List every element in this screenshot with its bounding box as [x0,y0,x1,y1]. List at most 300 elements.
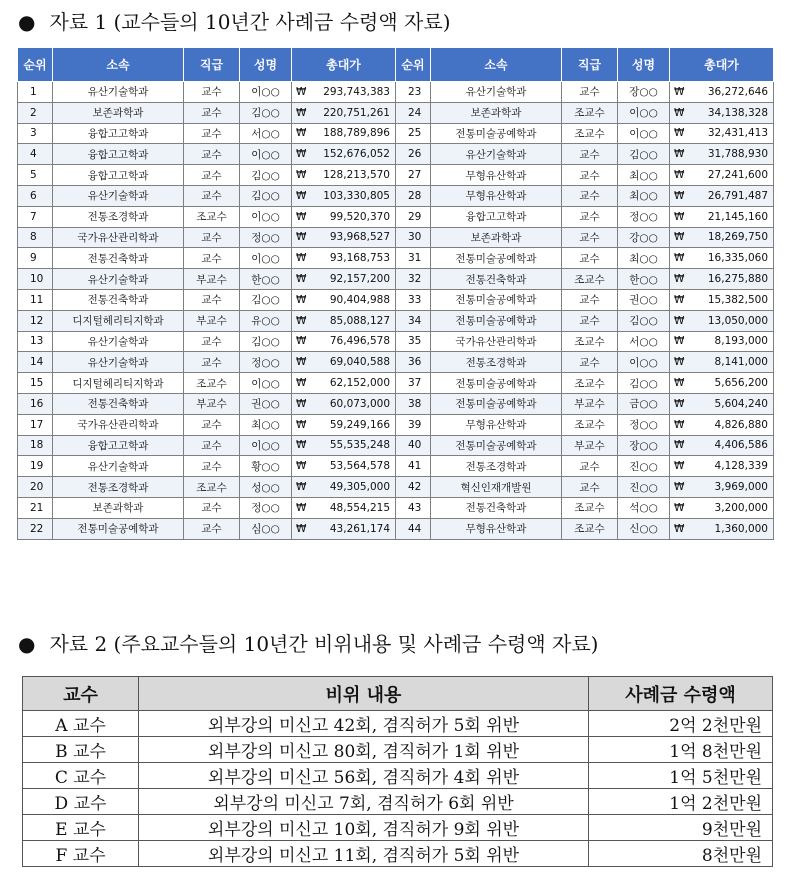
won-symbol: ₩ [296,481,307,494]
won-symbol: ₩ [296,169,307,182]
rank-cell: 37 [396,373,431,394]
position-cell: 교수 [562,456,618,477]
total-fee-cell [292,227,396,248]
position-cell: 조교수 [184,206,240,227]
department-cell: 융합고고학과 [431,206,562,227]
fee-value: 32,431,413 [707,127,768,140]
name-cell: 장○○ [618,435,670,456]
total-fee-cell [292,123,396,144]
total-fee-cell [670,165,774,186]
name-cell: 금○○ [618,393,670,414]
name-cell: 정○○ [618,206,670,227]
won-symbol: ₩ [296,397,307,410]
fee-value: 13,050,000 [707,314,768,327]
table-row [18,248,774,269]
name-cell: 유○○ [240,310,292,331]
table-row [18,414,774,435]
total-fee-cell [292,497,396,518]
position-cell: 교수 [184,414,240,435]
rank-cell: 7 [18,206,53,227]
rank-cell: 20 [18,477,53,498]
department-cell: 유산기술학과 [53,352,184,373]
department-cell: 유산기술학과 [53,331,184,352]
total-fee-cell [292,373,396,394]
position-cell: 조교수 [562,373,618,394]
won-symbol: ₩ [674,252,685,265]
name-cell: 김○○ [240,331,292,352]
rank-cell: 32 [396,269,431,290]
position-cell: 교수 [184,497,240,518]
professor-fee-table [17,47,774,540]
name-cell: 최○○ [618,248,670,269]
rank-cell: 35 [396,331,431,352]
position-cell: 조교수 [562,123,618,144]
total-fee-cell [670,435,774,456]
table-row [18,352,774,373]
rank-cell: 10 [18,269,53,290]
position-cell: 교수 [562,352,618,373]
total-fee-cell [292,518,396,539]
won-symbol: ₩ [674,397,685,410]
table-row [18,82,774,103]
department-cell: 보존과학과 [431,102,562,123]
position-cell: 교수 [562,227,618,248]
name-cell: 김○○ [240,165,292,186]
position-cell: 조교수 [562,497,618,518]
total-fee-cell [292,456,396,477]
rank-cell: 21 [18,497,53,518]
won-symbol: ₩ [296,460,307,473]
department-cell: 보존과학과 [431,227,562,248]
name-cell: 정○○ [240,497,292,518]
fee-value: 43,261,174 [329,522,390,535]
won-symbol: ₩ [296,314,307,327]
table-row [18,123,774,144]
fee-value: 152,676,052 [323,148,390,161]
total-fee-cell [670,393,774,414]
rank-cell: 19 [18,456,53,477]
total-fee-cell [670,82,774,103]
total-fee-cell [292,435,396,456]
name-cell: 서○○ [240,123,292,144]
professor-cell: D 교수 [23,789,139,815]
rank-cell: 25 [396,123,431,144]
misconduct-cell: 외부강의 미신고 10회, 겸직허가 9회 위반 [139,815,589,841]
won-symbol: ₩ [674,189,685,202]
department-cell: 융합고고학과 [53,165,184,186]
fee-amount-cell: 1억 2천만원 [589,789,773,815]
position-cell: 교수 [184,456,240,477]
position-cell: 교수 [184,435,240,456]
fee-value: 4,128,339 [714,460,768,473]
rank-cell: 40 [396,435,431,456]
rank-cell: 2 [18,102,53,123]
fee-value: 60,073,000 [329,397,390,410]
name-cell: 이○○ [618,102,670,123]
position-cell: 교수 [184,352,240,373]
name-cell: 한○○ [618,269,670,290]
table-row [23,763,773,789]
rank-cell: 39 [396,414,431,435]
won-symbol: ₩ [674,418,685,431]
won-symbol: ₩ [674,377,685,390]
position-cell: 부교수 [184,310,240,331]
department-cell: 유산기술학과 [53,456,184,477]
total-fee-cell [670,144,774,165]
misconduct-cell: 외부강의 미신고 42회, 겸직허가 5회 위반 [139,711,589,737]
total-fee-cell [292,310,396,331]
total-fee-cell [292,144,396,165]
column-header: 성명 [240,48,292,82]
won-symbol: ₩ [296,335,307,348]
position-cell: 교수 [562,206,618,227]
fee-value: 62,152,000 [329,377,390,390]
position-cell: 부교수 [562,435,618,456]
table-row [23,711,773,737]
table-header-row [18,48,774,82]
total-fee-cell [292,414,396,435]
won-symbol: ₩ [674,106,685,119]
won-symbol: ₩ [674,501,685,514]
department-cell: 보존과학과 [53,497,184,518]
fee-amount-cell: 9천만원 [589,815,773,841]
fee-amount-cell: 1억 5천만원 [589,763,773,789]
name-cell: 이○○ [240,248,292,269]
total-fee-cell [292,477,396,498]
department-cell: 전통건축학과 [53,248,184,269]
position-cell: 교수 [562,477,618,498]
total-fee-cell [670,331,774,352]
department-cell: 전통미술공예학과 [431,123,562,144]
fee-value: 27,241,600 [707,169,768,182]
department-cell: 혁신인재개발원 [431,477,562,498]
misconduct-cell: 외부강의 미신고 80회, 겸직허가 1회 위반 [139,737,589,763]
fee-value: 92,157,200 [329,273,390,286]
position-cell: 조교수 [184,477,240,498]
position-cell: 교수 [184,227,240,248]
department-cell: 무형유산학과 [431,165,562,186]
fee-value: 21,145,160 [707,210,768,223]
rank-cell: 18 [18,435,53,456]
position-cell: 교수 [184,82,240,103]
column-header: 비위 내용 [139,677,589,711]
rank-cell: 16 [18,393,53,414]
bullet-icon: ● [18,632,36,656]
department-cell: 유산기술학과 [53,185,184,206]
table-row [18,185,774,206]
rank-cell: 43 [396,497,431,518]
column-header: 성명 [618,48,670,82]
rank-cell: 11 [18,289,53,310]
won-symbol: ₩ [674,460,685,473]
professor-cell: A 교수 [23,711,139,737]
department-cell: 전통조경학과 [431,456,562,477]
fee-value: 18,269,750 [707,231,768,244]
column-header: 직급 [562,48,618,82]
department-cell: 무형유산학과 [431,518,562,539]
department-cell: 융합고고학과 [53,123,184,144]
position-cell: 교수 [562,144,618,165]
department-cell: 전통건축학과 [53,393,184,414]
fee-value: 36,272,646 [707,85,768,98]
rank-cell: 1 [18,82,53,103]
position-cell: 부교수 [184,393,240,414]
rank-cell: 13 [18,331,53,352]
table-row [23,789,773,815]
professor-cell: F 교수 [23,841,139,867]
fee-value: 3,200,000 [714,501,768,514]
column-header: 소속 [53,48,184,82]
rank-cell: 33 [396,289,431,310]
column-header: 순위 [396,48,431,82]
department-cell: 국가유산관리학과 [53,227,184,248]
bullet-icon: ● [18,10,36,34]
rank-cell: 41 [396,456,431,477]
misconduct-cell: 외부강의 미신고 11회, 겸직허가 5회 위반 [139,841,589,867]
position-cell: 교수 [184,123,240,144]
department-cell: 전통미술공예학과 [431,289,562,310]
total-fee-cell [292,289,396,310]
rank-cell: 36 [396,352,431,373]
rank-cell: 3 [18,123,53,144]
won-symbol: ₩ [296,85,307,98]
name-cell: 최○○ [618,165,670,186]
name-cell: 권○○ [240,393,292,414]
department-cell: 융합고고학과 [53,144,184,165]
column-header: 소속 [431,48,562,82]
total-fee-cell [670,373,774,394]
department-cell: 유산기술학과 [431,144,562,165]
won-symbol: ₩ [296,273,307,286]
won-symbol: ₩ [296,231,307,244]
won-symbol: ₩ [674,231,685,244]
table-row [18,373,774,394]
position-cell: 조교수 [562,102,618,123]
total-fee-cell [292,269,396,290]
won-symbol: ₩ [296,189,307,202]
fee-value: 53,564,578 [329,460,390,473]
won-symbol: ₩ [674,273,685,286]
department-cell: 전통조경학과 [53,477,184,498]
fee-value: 99,520,370 [329,210,390,223]
won-symbol: ₩ [674,356,685,369]
position-cell: 교수 [562,165,618,186]
total-fee-cell [292,248,396,269]
department-cell: 유산기술학과 [53,82,184,103]
total-fee-cell [292,102,396,123]
rank-cell: 4 [18,144,53,165]
won-symbol: ₩ [296,356,307,369]
name-cell: 이○○ [240,82,292,103]
department-cell: 디지털헤리티지학과 [53,310,184,331]
professor-cell: C 교수 [23,763,139,789]
rank-cell: 5 [18,165,53,186]
position-cell: 교수 [562,310,618,331]
position-cell: 교수 [184,185,240,206]
column-header: 직급 [184,48,240,82]
fee-value: 31,788,930 [707,148,768,161]
rank-cell: 26 [396,144,431,165]
column-header: 총대가 [292,48,396,82]
won-symbol: ₩ [296,377,307,390]
won-symbol: ₩ [674,335,685,348]
fee-value: 293,743,383 [323,85,390,98]
rank-cell: 30 [396,227,431,248]
name-cell: 신○○ [618,518,670,539]
name-cell: 한○○ [240,269,292,290]
fee-value: 26,791,487 [707,189,768,202]
fee-value: 49,305,000 [329,481,390,494]
total-fee-cell [670,206,774,227]
table-row [18,331,774,352]
name-cell: 진○○ [618,477,670,498]
won-symbol: ₩ [296,501,307,514]
rank-cell: 24 [396,102,431,123]
fee-value: 4,826,880 [714,418,768,431]
fee-amount-cell: 8천만원 [589,841,773,867]
department-cell: 전통미술공예학과 [431,373,562,394]
total-fee-cell [670,310,774,331]
position-cell: 교수 [562,289,618,310]
fee-value: 220,751,261 [323,106,390,119]
table-row [23,737,773,763]
position-cell: 교수 [184,248,240,269]
position-cell: 조교수 [562,331,618,352]
professor-cell: B 교수 [23,737,139,763]
table-row [18,144,774,165]
total-fee-cell [292,331,396,352]
name-cell: 황○○ [240,456,292,477]
position-cell: 교수 [184,144,240,165]
rank-cell: 29 [396,206,431,227]
fee-value: 16,335,060 [707,252,768,265]
table-row [18,435,774,456]
won-symbol: ₩ [674,169,685,182]
total-fee-cell [670,456,774,477]
department-cell: 전통미술공예학과 [431,248,562,269]
department-cell: 유산기술학과 [53,269,184,290]
rank-cell: 22 [18,518,53,539]
rank-cell: 14 [18,352,53,373]
fee-value: 8,141,000 [714,356,768,369]
won-symbol: ₩ [674,210,685,223]
won-symbol: ₩ [296,106,307,119]
department-cell: 유산기술학과 [431,82,562,103]
won-symbol: ₩ [674,481,685,494]
name-cell: 이○○ [240,144,292,165]
won-symbol: ₩ [296,522,307,535]
table-row [18,206,774,227]
total-fee-cell [670,123,774,144]
department-cell: 국가유산관리학과 [53,414,184,435]
rank-cell: 34 [396,310,431,331]
fee-value: 34,138,328 [707,106,768,119]
table-row [18,165,774,186]
rank-cell: 6 [18,185,53,206]
fee-value: 85,088,127 [329,314,390,327]
department-cell: 무형유산학과 [431,414,562,435]
department-cell: 융합고고학과 [53,435,184,456]
won-symbol: ₩ [674,522,685,535]
fee-value: 93,968,527 [329,231,390,244]
fee-value: 93,168,753 [329,252,390,265]
won-symbol: ₩ [674,85,685,98]
name-cell: 김○○ [618,373,670,394]
department-cell: 디지털헤리티지학과 [53,373,184,394]
total-fee-cell [670,414,774,435]
total-fee-cell [292,82,396,103]
table-row [18,518,774,539]
position-cell: 조교수 [562,269,618,290]
name-cell: 석○○ [618,497,670,518]
department-cell: 전통미술공예학과 [431,435,562,456]
department-cell: 보존과학과 [53,102,184,123]
fee-value: 4,406,586 [714,439,768,452]
won-symbol: ₩ [296,210,307,223]
fee-value: 5,604,240 [714,397,768,410]
total-fee-cell [292,185,396,206]
misconduct-cell: 외부강의 미신고 56회, 겸직허가 4회 위반 [139,763,589,789]
position-cell: 조교수 [562,518,618,539]
won-symbol: ₩ [674,293,685,306]
name-cell: 김○○ [618,310,670,331]
section-2-title [18,628,598,657]
fee-value: 5,656,200 [714,377,768,390]
total-fee-cell [292,206,396,227]
total-fee-cell [670,289,774,310]
position-cell: 부교수 [184,269,240,290]
fee-value: 55,535,248 [329,439,390,452]
rank-cell: 17 [18,414,53,435]
table-row [18,102,774,123]
table-row [18,456,774,477]
rank-cell: 28 [396,185,431,206]
department-cell: 전통미술공예학과 [431,310,562,331]
department-cell: 전통미술공예학과 [431,393,562,414]
position-cell: 교수 [184,102,240,123]
fee-value: 8,193,000 [714,335,768,348]
position-cell: 조교수 [562,414,618,435]
department-cell: 전통조경학과 [431,352,562,373]
won-symbol: ₩ [296,252,307,265]
position-cell: 교수 [184,289,240,310]
name-cell: 김○○ [618,144,670,165]
rank-cell: 23 [396,82,431,103]
total-fee-cell [292,393,396,414]
table-row [18,310,774,331]
rank-cell: 15 [18,373,53,394]
section-1-title [18,6,451,35]
position-cell: 교수 [562,185,618,206]
table-row [18,393,774,414]
name-cell: 이○○ [618,123,670,144]
table-row [18,227,774,248]
misconduct-cell: 외부강의 미신고 7회, 겸직허가 6회 위반 [139,789,589,815]
name-cell: 김○○ [240,102,292,123]
name-cell: 성○○ [240,477,292,498]
total-fee-cell [670,248,774,269]
name-cell: 김○○ [240,185,292,206]
won-symbol: ₩ [674,314,685,327]
table-header-row [23,677,773,711]
total-fee-cell [292,352,396,373]
total-fee-cell [670,185,774,206]
name-cell: 강○○ [618,227,670,248]
total-fee-cell [670,227,774,248]
name-cell: 서○○ [618,331,670,352]
position-cell: 조교수 [184,373,240,394]
department-cell: 전통건축학과 [431,497,562,518]
